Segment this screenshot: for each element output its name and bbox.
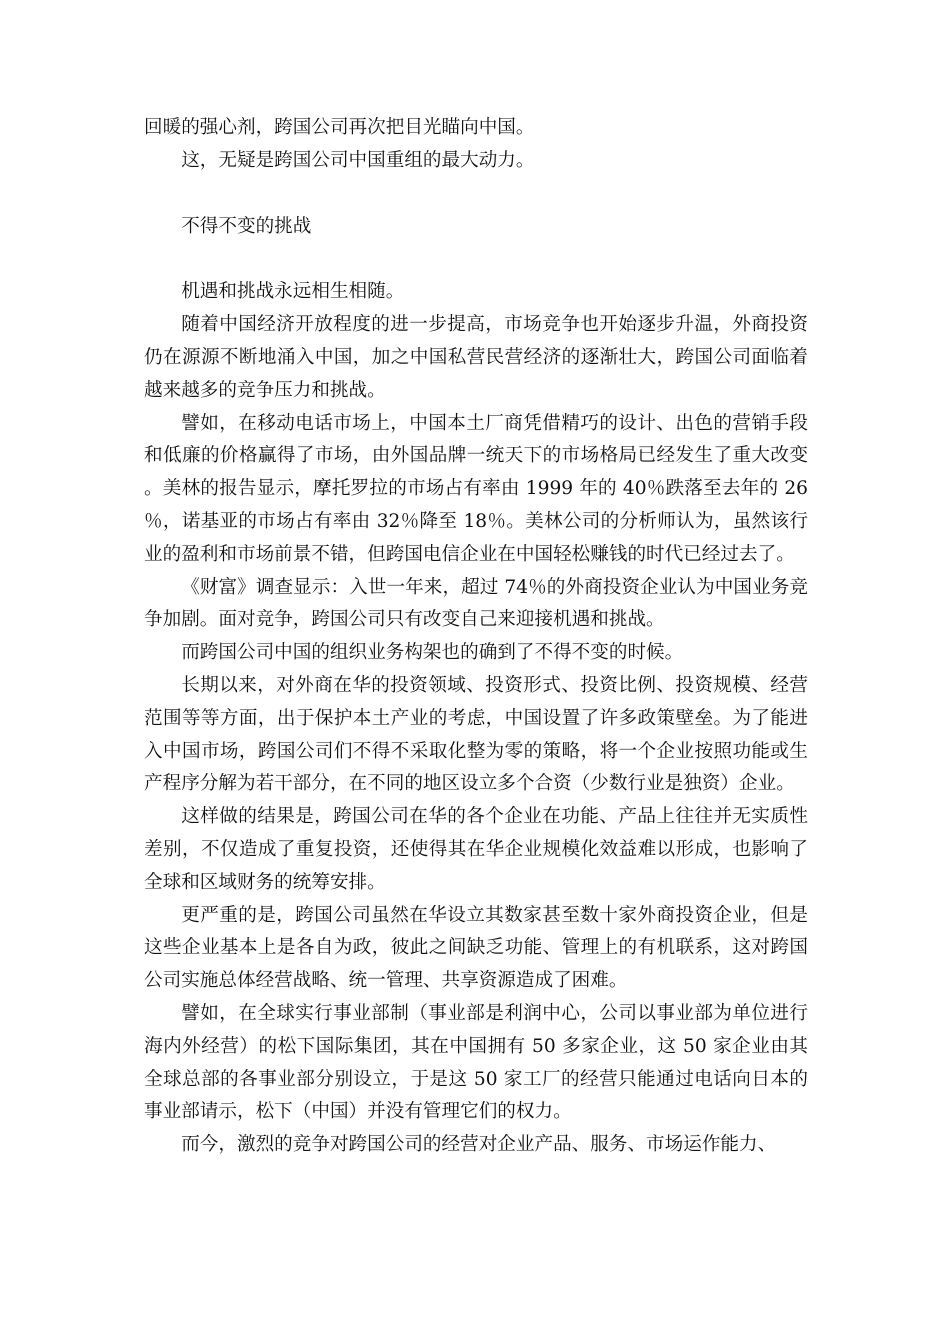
section-heading: 不得不变的挑战	[181, 215, 312, 237]
paragraph: 更严重的是，跨国公司虽然在华设立其数家甚至数十家外商投资企业，但是这些企业基本上是各自为政，彼此之间缺乏功能、管理上的有机联系，这对跨国公司实施总体经营战略、统一管理、共享资源造成了困难。	[144, 904, 808, 992]
paragraph: 这，无疑是跨国公司中国重组的最大动力。	[181, 149, 535, 171]
document-body	[144, 112, 808, 1162]
paragraph: 而跨国公司中国的组织业务构架也的确到了不得不变的时候。	[181, 642, 684, 664]
paragraph: 而今，激烈的竞争对跨国公司的经营对企业产品、服务、市场运作能力、	[181, 1134, 777, 1156]
paragraph: 长期以来，对外商在华的投资领域、投资形式、投资比例、投资规模、经营范围等等方面，出于保护本土产业的考虑，中国设置了许多政策壁垒。为了能进入中国市场，跨国公司们不得不采取化整为零的策略，将一个企业按照功能或生产程序分解为若干部分，在不同的地区设立多个合资（少数行业是独资）企业。	[144, 674, 808, 795]
paragraph: 机遇和挑战永远相生相随。	[181, 281, 405, 303]
paragraph: 譬如，在移动电话市场上，中国本土厂商凭借精巧的设计、出色的营销手段和低廉的价格赢得了市场，由外国品牌一统天下的市场格局已经发生了重大改变。美林的报告显示，摩托罗拉的市场占有率由 1999 年的 40％跌落至去年的 26％，诺基亚的市场占有率由 32％降至 18％。美林公司的分析师认为，虽然该行业的盈利和市场前景不错，但跨国电信企业在中国轻松赚钱的时代已经过去了。	[144, 412, 808, 565]
paragraph: 《财富》调查显示：入世一年来，超过 74％的外商投资企业认为中国业务竞争加剧。面对竞争，跨国公司只有改变自己来迎接机遇和挑战。	[144, 576, 808, 631]
paragraph-continuation: 回暖的强心剂，跨国公司再次把目光瞄向中国。	[144, 117, 535, 138]
paragraph: 譬如，在全球实行事业部制（事业部是利润中心，公司以事业部为单位进行海内外经营）的松下国际集团，其在中国拥有 50 多家企业，这 50 家企业由其全球总部的各事业部分别设立，于是这 50 家工厂的经营只能通过电话向日本的事业部请示，松下（中国）并没有管理它们的权力。	[144, 1002, 808, 1123]
paragraph: 这样做的结果是，跨国公司在华的各个企业在功能、产品上往往并无实质性差别，不仅造成了重复投资，还使得其在华企业规模化效益难以形成，也影响了全球和区域财务的统筹安排。	[144, 806, 808, 893]
paragraph: 随着中国经济开放程度的进一步提高，市场竞争也开始逐步升温，外商投资仍在源源不断地涌入中国，加之中国私营民营经济的逐渐壮大，跨国公司面临着越来越多的竞争压力和挑战。	[144, 314, 808, 401]
